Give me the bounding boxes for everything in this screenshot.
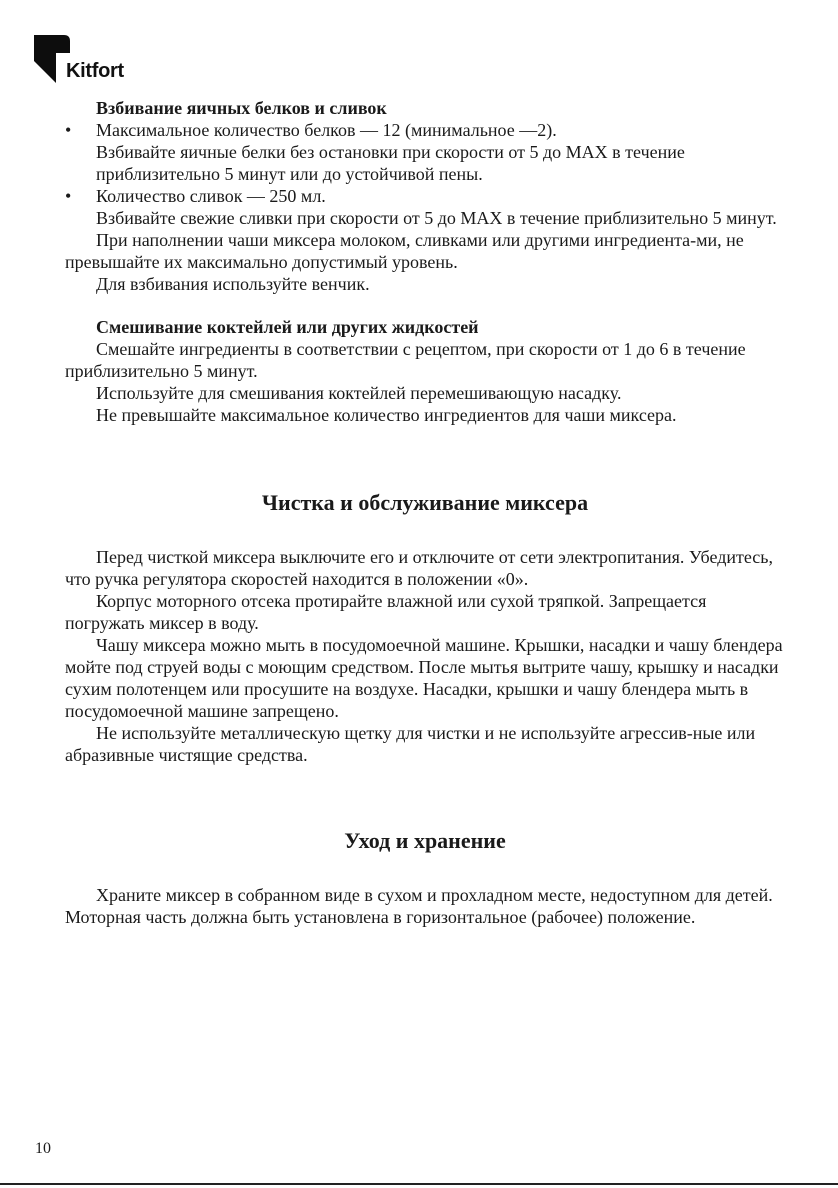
paragraph: Используйте для смешивания коктейлей перемешивающую насадку. bbox=[96, 383, 622, 403]
list-item bbox=[65, 185, 785, 229]
section-heading-cocktails: Смешивание коктейлей или других жидкостей bbox=[96, 317, 479, 337]
paragraph: Смешайте ингредиенты в соответствии с рецептом, при скорости от 1 до 6 в течение приблизительно 5 минут. bbox=[65, 339, 746, 381]
bullet-text: Количество сливок — 250 мл. bbox=[96, 186, 326, 206]
paragraph: Перед чисткой миксера выключите его и отключите от сети электропитания. Убедитесь, что ручка регулятора скоростей находится в положении «0». bbox=[65, 547, 774, 589]
page-content bbox=[65, 97, 785, 928]
paragraph: Для взбивания используйте венчик. bbox=[96, 274, 370, 294]
section-title-storage: Уход и хранение bbox=[344, 828, 506, 853]
paragraph: Храните миксер в собранном виде в сухом и прохладном месте, недоступном для детей. Моторная часть должна быть установлена в горизонтальное (рабочее) положение. bbox=[65, 885, 773, 927]
section-title-cleaning: Чистка и обслуживание миксера bbox=[261, 490, 589, 515]
page-number: 10 bbox=[35, 1140, 51, 1157]
bullet-text: Максимальное количество белков — 12 (минимальное —2). bbox=[96, 120, 557, 140]
brand-logo bbox=[30, 28, 150, 88]
bullet-detail: Взбивайте яичные белки без остановки при скорости от 5 до MAX в течение приблизительно 5 минут или до устойчивой пены. bbox=[96, 142, 685, 184]
bullet-detail: Взбивайте свежие сливки при скорости от 5 до MAX в течение приблизительно 5 минут. bbox=[96, 208, 777, 228]
brand-name: Kitfort bbox=[66, 60, 124, 82]
section-heading-whipping: Взбивание яичных белков и сливок bbox=[96, 98, 387, 118]
paragraph: Не используйте металлическую щетку для чистки и не используйте агрессив-ные или абразивные чистящие средства. bbox=[65, 723, 756, 765]
list-item bbox=[65, 119, 785, 185]
paragraph: При наполнении чаши миксера молоком, сливками или другими ингредиента-ми, не превышайте их максимально допустимый уровень. bbox=[65, 230, 744, 272]
bullet-icon: • bbox=[65, 186, 72, 206]
paragraph: Не превышайте максимальное количество ингредиентов для чаши миксера. bbox=[96, 405, 677, 425]
paragraph: Чашу миксера можно мыть в посудомоечной машине. Крышки, насадки и чашу блендера мойте под струей воды с моющим средством. После мытья вытрите чашу, крышку и насадки сухим полотенцем или просушите на воздухе. Насадки, крышки и чашу блендера мыть в посудомоечной машине запрещено. bbox=[65, 635, 783, 721]
bullet-icon: • bbox=[65, 120, 72, 140]
paragraph: Корпус моторного отсека протирайте влажной или сухой тряпкой. Запрещается погружать миксер в воду. bbox=[65, 591, 707, 633]
page-edge-divider bbox=[0, 1183, 838, 1185]
